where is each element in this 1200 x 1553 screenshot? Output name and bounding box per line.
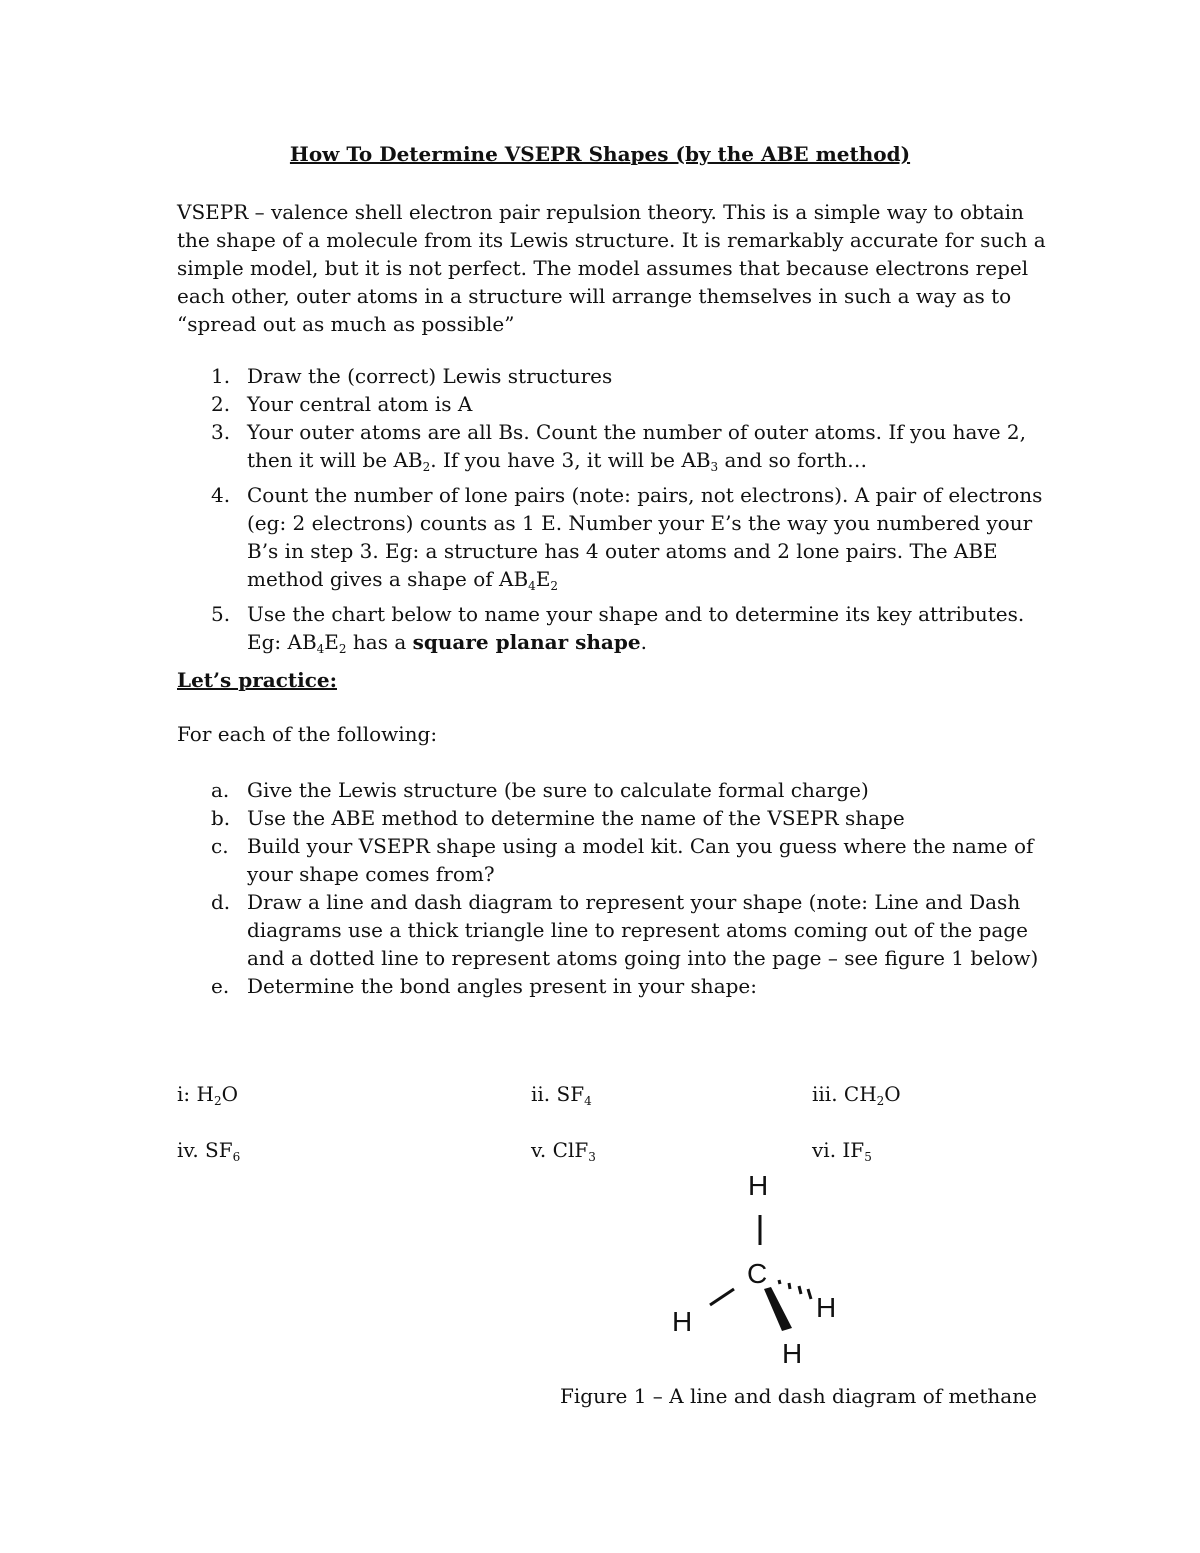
task-c	[177, 832, 1047, 888]
instructions-intro: For each of the following:	[177, 722, 438, 746]
figure-caption: Figure 1 – A line and dash diagram of methane	[560, 1384, 1037, 1408]
task-letter: e.	[211, 974, 230, 998]
subscript: 6	[232, 1150, 241, 1164]
methane-line-dash-diagram	[650, 1165, 870, 1375]
step-3	[177, 418, 1047, 481]
step-text: has a	[346, 630, 413, 654]
step-text: Use the chart below to name your shape and to determine its key attributes. Eg: AB	[247, 602, 1025, 654]
tasks-list	[177, 776, 1047, 1000]
task-letter: a.	[211, 778, 230, 802]
step-text: . If you have 3, it will be AB	[430, 448, 711, 472]
subscript: 2	[213, 1094, 222, 1108]
step-number: 5.	[211, 602, 231, 626]
problem-label: iv. SF	[177, 1138, 233, 1162]
step-text: Draw the (correct) Lewis structures	[247, 364, 613, 388]
atom-h-left: H	[672, 1306, 693, 1337]
problem-sf6	[177, 1138, 240, 1164]
step-4	[177, 481, 1047, 600]
task-e	[177, 972, 1047, 1000]
task-d	[177, 888, 1047, 972]
subscript: 4	[316, 642, 325, 656]
problem-label: vi. IF	[812, 1138, 865, 1162]
task-text: Determine the bond angles present in your shape:	[247, 974, 757, 998]
task-letter: c.	[211, 834, 229, 858]
bond-right-dashed	[779, 1280, 811, 1299]
step-text: .	[640, 630, 647, 654]
subscript: 5	[864, 1150, 872, 1164]
shape-name-bold: square planar shape	[412, 630, 641, 654]
problem-clf3	[531, 1138, 596, 1164]
step-1	[177, 362, 1047, 390]
subscript: 4	[528, 579, 536, 593]
task-text: Give the Lewis structure (be sure to calculate formal charge)	[247, 778, 869, 802]
task-text: Use the ABE method to determine the name of the VSEPR shape	[247, 806, 905, 830]
task-b	[177, 804, 1047, 832]
step-number: 2.	[211, 392, 231, 416]
problem-label: i: H	[177, 1082, 214, 1106]
intro-paragraph: VSEPR – valence shell electron pair repulsion theory. This is a simple way to obtain the shape of a molecule from its Lewis structure. It is remarkably accurate for such a simple model, but it is not perfect. The model assumes that because electrons repel each other, outer atoms in a structure will arrange themselves in such a way as to “spread out as much as possible”	[177, 200, 1046, 336]
problem-label: v. ClF	[531, 1138, 589, 1162]
problem-ch2o	[812, 1082, 901, 1108]
subscript: 4	[584, 1094, 592, 1108]
step-text: Count the number of lone pairs (note: pairs, not electrons). A pair of electrons (eg: 2 electrons) counts as 1 E. Number your E’s the way you numbered your B’s in step 3. Eg: a structure has 4 outer atoms and 2 lone pairs. The ABE method gives a shape of AB	[247, 483, 1043, 591]
bond-bottom-wedge	[764, 1287, 792, 1331]
task-letter: d.	[211, 890, 231, 914]
problem-label-tail: O	[884, 1082, 901, 1106]
page-title: How To Determine VSEPR Shapes (by the ABE method)	[289, 142, 911, 166]
subscript: 2	[550, 579, 559, 593]
practice-heading: Let’s practice:	[177, 668, 337, 692]
task-text: Draw a line and dash diagram to represent your shape (note: Line and Dash diagrams use a thick triangle line to represent atoms coming out of the page and a dotted line to represent atoms going into the page – see figure 1 below)	[247, 890, 1039, 970]
problem-label: iii. CH	[812, 1082, 877, 1106]
subscript: 2	[876, 1094, 885, 1108]
task-letter: b.	[211, 806, 231, 830]
subscript: 3	[710, 460, 719, 474]
problem-if5	[812, 1138, 872, 1164]
step-number: 3.	[211, 420, 231, 444]
task-a	[177, 776, 1047, 804]
atom-h-bottom: H	[782, 1338, 803, 1369]
step-number: 4.	[211, 483, 231, 507]
problem-label-tail: O	[221, 1082, 238, 1106]
step-text: and so forth…	[718, 448, 868, 472]
problem-sf4	[531, 1082, 592, 1108]
bond-left-line	[710, 1289, 734, 1305]
atom-h-top: H	[748, 1170, 769, 1201]
subscript: 2	[422, 460, 431, 474]
step-5	[177, 600, 1047, 663]
atom-c-center: C	[747, 1258, 768, 1289]
problem-label: ii. SF	[531, 1082, 585, 1106]
steps-list	[177, 362, 1047, 663]
problem-h2o	[177, 1082, 238, 1108]
subscript: 2	[338, 642, 347, 656]
step-text: E	[535, 567, 551, 591]
step-text: E	[324, 630, 339, 654]
step-text: Your outer atoms are all Bs. Count the number of outer atoms. If you have 2, then it will be AB	[247, 420, 1027, 472]
subscript: 3	[588, 1150, 596, 1164]
step-text: Your central atom is A	[247, 392, 473, 416]
atom-h-right: H	[816, 1292, 837, 1323]
step-number: 1.	[211, 364, 231, 388]
step-2	[177, 390, 1047, 418]
task-text: Build your VSEPR shape using a model kit. Can you guess where the name of your shape comes from?	[247, 834, 1034, 886]
